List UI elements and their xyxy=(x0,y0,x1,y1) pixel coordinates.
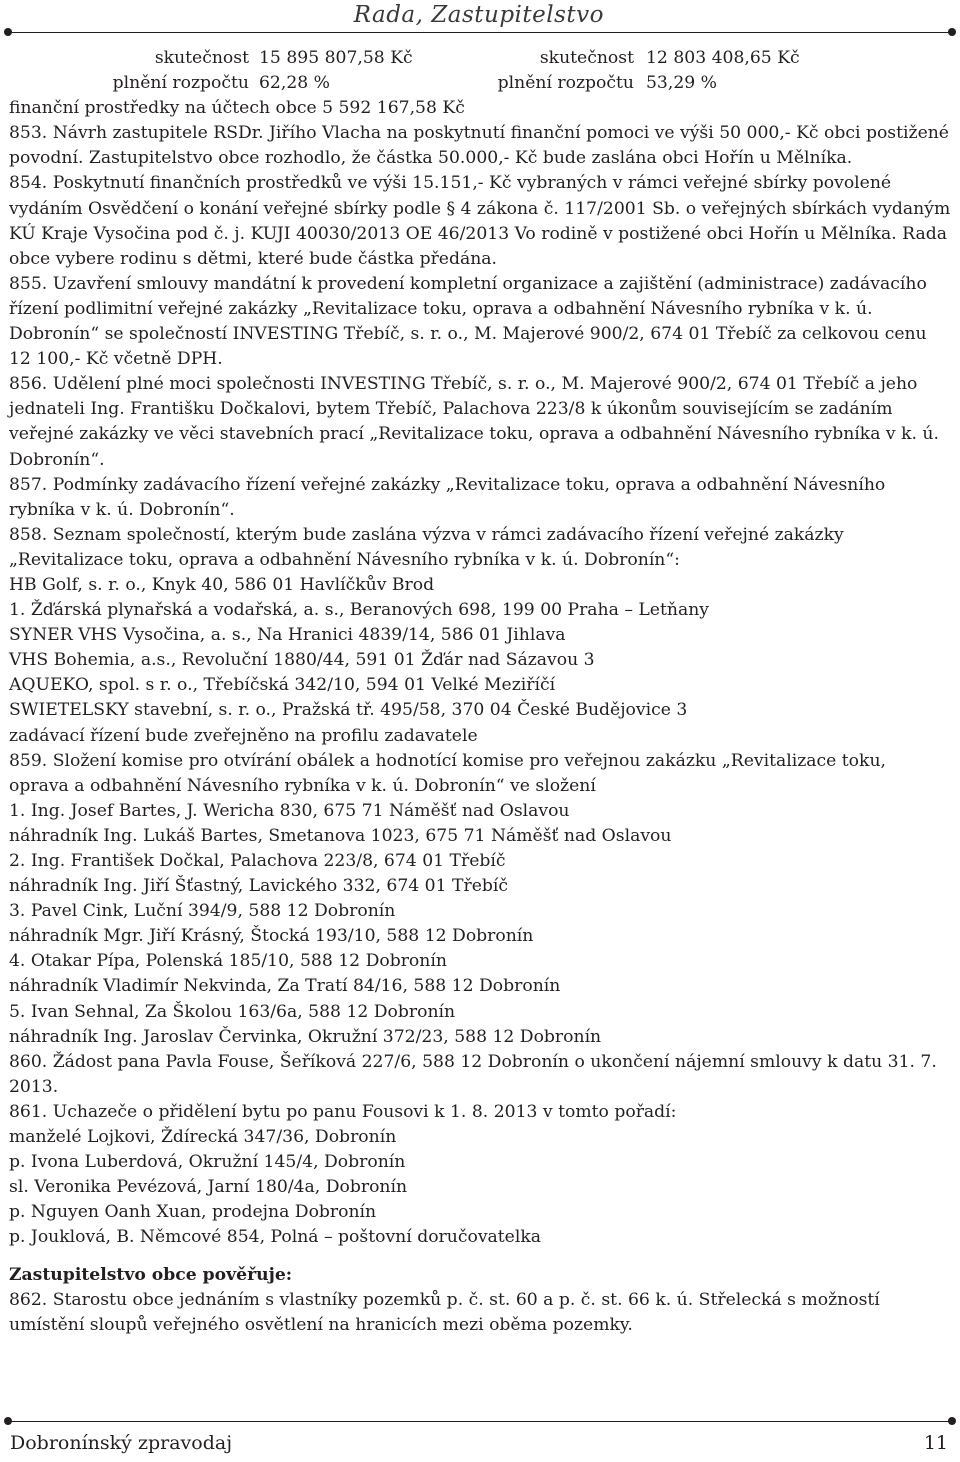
committee-member: 3. Pavel Cink, Luční 394/9, 588 12 Dobronín xyxy=(9,901,396,922)
resolution-paragraph: 855. Uzavření smlouvy mandátní k provedení kompletní organizace a zajištění (administrace) zadávacího řízení podlimitní veřejné zakázky „Revitalizace toku, oprava a odbahnění Návesního rybníka v k. ú. Dobronín“ se společností INVESTING Třebíč, s. r. o., M. Majerové 900/2, 674 01 Třebíč za celkovou cenu 12 100,- Kč včetně DPH. xyxy=(9,273,927,370)
committee-substitute: náhradník Ing. Jaroslav Červinka, Okružní 372/23, 588 12 Dobronín xyxy=(9,1026,602,1047)
committee-substitute: náhradník Vladimír Nekvinda, Za Tratí 84/16, 588 12 Dobronín xyxy=(9,976,561,997)
section-heading: Zastupitelstvo obce pověřuje: xyxy=(9,1264,293,1285)
committee-member: 1. Ing. Josef Bartes, J. Wericha 830, 675 71 Náměšť nad Oslavou xyxy=(9,800,570,821)
company-line: VHS Bohemia, a.s., Revoluční 1880/44, 591 01 Žďár nad Sázavou 3 xyxy=(9,650,595,671)
note-line: zadávací řízení bude zveřejněno na profilu zadavatele xyxy=(9,725,478,746)
article-body xyxy=(9,46,951,1338)
finance-value: 15 895 807,58 Kč xyxy=(259,48,413,68)
header-rule xyxy=(10,32,950,33)
rule-ornament-left xyxy=(4,28,12,36)
applicant-line: p. Jouklová, B. Němcové 854, Polná – poštovní doručovatelka xyxy=(9,1227,542,1248)
resolution-paragraph: 853. Návrh zastupitele RSDr. Jiřího Vlacha na poskytnutí finanční pomoci ve výši 50 000,- Kč obci postižené povodní. Zastupitelstvo obce rozhodlo, že částka 50.000,- Kč bude zaslána obci Hořín u Mělníka. xyxy=(9,123,949,169)
publication-name: Dobronínský zpravodaj xyxy=(10,1432,233,1454)
resolution-paragraph: 854. Poskytnutí finančních prostředků ve výši 15.151,- Kč vybraných v rámci veřejné sbírky povolené vydáním Osvědčení o konání veřejné sbírky podle § 4 zákona č. 117/2001 Sb. o veřejných sbírkách vydaným KÚ Kraje Vysočina pod č. j. KUJI 40030/2013 OE 46/2013 Vo rodině v postižené obci Hořín u Mělníka. Rada obce vybere rodinu s dětmi, které bude částka předána. xyxy=(9,173,951,269)
company-line: AQUEKO, spol. s r. o., Třebíčská 342/10, 594 01 Velké Meziříčí xyxy=(9,675,556,696)
resolution-paragraph: 862. Starostu obce jednáním s vlastníky pozemků p. č. st. 60 a p. č. st. 66 k. ú. Střelecká s možností umístění sloupů veřejného osvětlení na hranicích mezi oběma pozemky. xyxy=(9,1289,880,1335)
applicant-line: p. Ivona Luberdová, Okružní 145/4, Dobronín xyxy=(9,1152,406,1173)
resolution-paragraph: 856. Udělení plné moci společnosti INVESTING Třebíč, s. r. o., M. Majerové 900/2, 674 01 Třebíč a jeho jednateli Ing. Františku Dočkalovi, bytem Třebíč, Palachova 223/8 k úkonům souvisejícím se zadáním veřejné zakázky ve věci stavebních prací „Revitalizace toku, oprava a odbahnění Návesního rybníka v k. ú. Dobronín“. xyxy=(9,374,939,470)
company-line: HB Golf, s. r. o., Knyk 40, 586 01 Havlíčkův Brod xyxy=(9,574,435,595)
finance-row xyxy=(9,71,951,96)
header-title: Rada, Zastupitelstvo xyxy=(353,2,604,28)
resolution-paragraph: 859. Složení komise pro otvírání obálek a hodnotící komise pro veřejnou zakázku „Revitalizace toku, oprava a odbahnění Návesního rybníka v k. ú. Dobronín“ ve složení xyxy=(9,750,886,796)
finance-label: skutečnost xyxy=(539,48,634,68)
applicant-line: p. Nguyen Oanh Xuan, prodejna Dobronín xyxy=(9,1202,377,1223)
rule-ornament-left xyxy=(4,1417,12,1425)
company-line: SWIETELSKY stavební, s. r. o., Pražská tř. 495/58, 370 04 České Budějovice 3 xyxy=(9,700,688,721)
rule-ornament-right xyxy=(948,1417,956,1425)
applicant-line: manželé Lojkovi, Ždírecká 347/36, Dobronín xyxy=(9,1127,397,1148)
finance-label: plnění rozpočtu xyxy=(112,73,249,94)
committee-substitute: náhradník Mgr. Jiří Krásný, Štocká 193/10, 588 12 Dobronín xyxy=(9,926,534,947)
finance-value: 12 803 408,65 Kč xyxy=(646,48,800,68)
resolution-paragraph: 860. Žádost pana Pavla Fouse, Šeříková 227/6, 588 12 Dobronín o ukončení nájemní smlouvy k datu 31. 7. 2013. xyxy=(9,1051,937,1097)
committee-member: 2. Ing. František Dočkal, Palachova 223/8, 674 01 Třebíč xyxy=(9,851,506,871)
finance-label: plnění rozpočtu xyxy=(497,73,634,94)
rule-ornament-right xyxy=(948,28,956,36)
finance-label: skutečnost xyxy=(154,48,249,68)
resolution-paragraph: 857. Podmínky zadávacího řízení veřejné zakázky „Revitalizace toku, oprava a odbahnění Návesního rybníka v k. ú. Dobronín“. xyxy=(9,474,886,520)
company-line: 1. Žďárská plynařská a vodařská, a. s., Beranových 698, 199 00 Praha – Letňany xyxy=(9,600,709,621)
resolution-paragraph: 858. Seznam společností, kterým bude zaslána výzva v rámci zadávacího řízení veřejné zakázky „Revitalizace toku, oprava a odbahnění Návesního rybníka v k. ú. Dobronín“: xyxy=(9,524,844,570)
finance-value: 53,29 % xyxy=(646,73,717,94)
resolution-paragraph: 861. Uchazeče o přidělení bytu po panu Fousovi k 1. 8. 2013 v tomto pořadí: xyxy=(9,1101,677,1122)
resolution-list xyxy=(9,121,951,1250)
finance-value: 62,28 % xyxy=(259,73,330,94)
committee-substitute: náhradník Ing. Jiří Šťastný, Lavického 332, 674 01 Třebíč xyxy=(9,876,508,897)
company-line: SYNER VHS Vysočina, a. s., Na Hranici 4839/14, 586 01 Jihlava xyxy=(9,625,566,646)
page-number: 11 xyxy=(923,1432,948,1454)
footer-rule xyxy=(10,1421,950,1422)
committee-member: 5. Ivan Sehnal, Za Školou 163/6a, 588 12 Dobronín xyxy=(9,1001,456,1022)
finance-balance: finanční prostředky na účtech obce 5 592 167,58 Kč xyxy=(9,98,465,119)
committee-substitute: náhradník Ing. Lukáš Bartes, Smetanova 1023, 675 71 Náměšť nad Oslavou xyxy=(9,825,672,846)
applicant-line: sl. Veronika Pevézová, Jarní 180/4a, Dobronín xyxy=(9,1177,408,1198)
committee-member: 4. Otakar Pípa, Polenská 185/10, 588 12 Dobronín xyxy=(9,951,447,972)
finance-row xyxy=(9,46,951,71)
